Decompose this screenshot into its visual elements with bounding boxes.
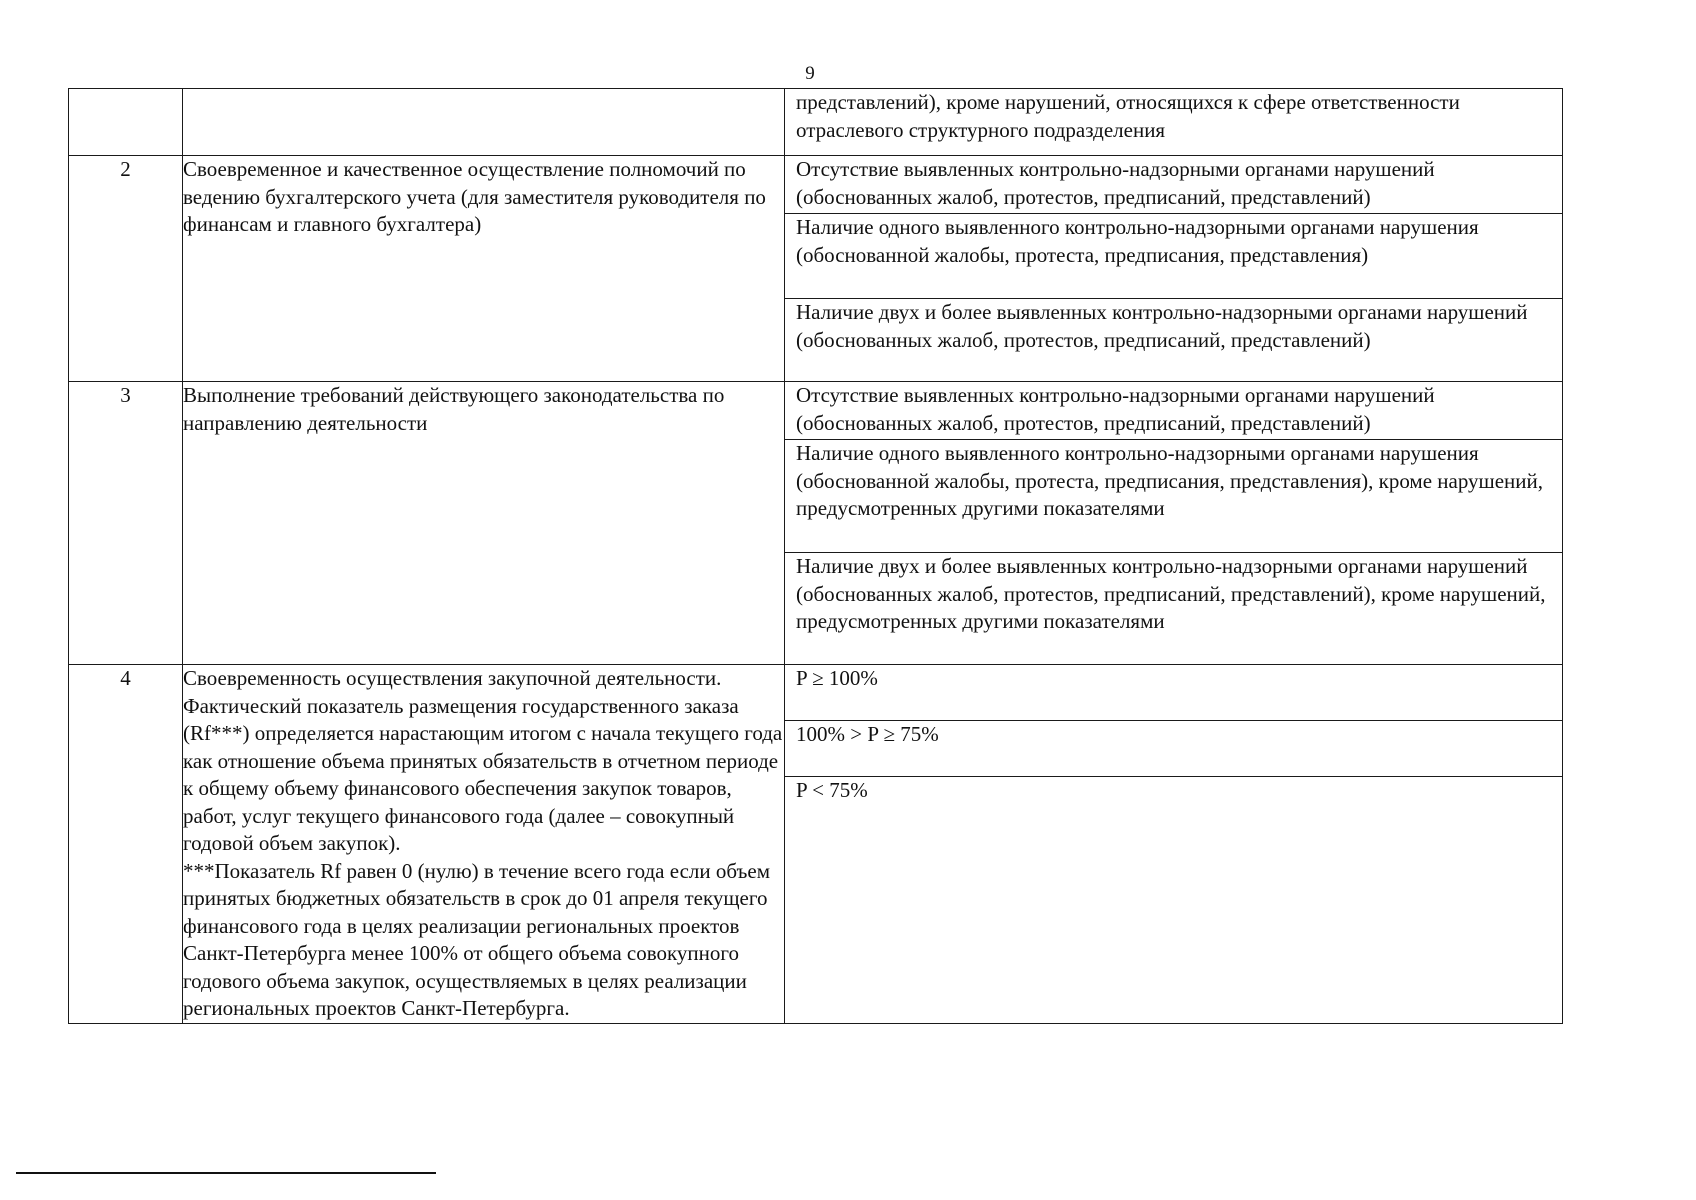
footnote-separator <box>16 1172 436 1174</box>
criteria-table <box>68 88 1563 1024</box>
criterion-cell <box>183 89 785 156</box>
table-row-4 <box>69 665 1563 1024</box>
indicator-item: Наличие одного выявленного контрольно-надзорными органами нарушения (обоснованной жалобы, протеста, предписания, представления) <box>785 213 1562 298</box>
indicator-item: Наличие двух и более выявленных контрольно-надзорными органами нарушений (обоснованных жалоб, протестов, предписаний, представлений) <box>785 298 1562 381</box>
indicator-cell <box>785 382 1563 665</box>
indicator-item: P < 75% <box>785 776 1562 805</box>
indicator-item: P ≥ 100% <box>796 666 878 690</box>
criterion-text: Фактический показатель размещения государственного заказа (Rf***) определяется нарастающим итогом с начала текущего года как отношение объема принятых обязательств в отчетном периоде к общему объему финансового обеспечения закупок товаров, работ, услуг текущего финансового года (далее – совокупный годовой объем закупок). <box>183 693 783 855</box>
indicator-item: Отсутствие выявленных контрольно-надзорными органами нарушений (обоснованных жалоб, протестов, предписаний, представлений) <box>796 383 1435 435</box>
table-row-3 <box>69 382 1563 665</box>
table-row-2 <box>69 156 1563 382</box>
criterion-cell <box>183 156 785 382</box>
row-number: 3 <box>69 382 183 665</box>
criterion-cell <box>183 665 785 1024</box>
row-number <box>69 89 183 156</box>
indicator-item: Отсутствие выявленных контрольно-надзорными органами нарушений (обоснованных жалоб, протестов, предписаний, представлений) <box>796 157 1435 209</box>
indicator-item: 100% > P ≥ 75% <box>785 720 1562 776</box>
table-row-continuation <box>69 89 1563 156</box>
indicator-item: Наличие одного выявленного контрольно-надзорными органами нарушения (обоснованной жалобы, протеста, предписания, представления), кроме нарушений, предусмотренных другими показателями <box>785 439 1562 552</box>
criterion-text: Своевременное и качественное осуществление полномочий по ведению бухгалтерского учета (для заместителя руководителя по финансам и главного бухгалтера) <box>183 157 766 236</box>
criterion-cell <box>183 382 785 665</box>
criterion-text: Выполнение требований действующего законодательства по направлению деятельности <box>183 383 725 435</box>
indicator-item: Наличие двух и более выявленных контрольно-надзорными органами нарушений (обоснованных жалоб, протестов, предписаний, представлений), кроме нарушений, предусмотренных другими показателями <box>785 552 1562 664</box>
indicator-item: представлений), кроме нарушений, относящихся к сфере ответственности отраслевого структурного подразделения <box>796 90 1460 142</box>
criterion-text: Своевременность осуществления закупочной деятельности. <box>183 666 722 690</box>
criterion-text: ***Показатель Rf равен 0 (нулю) в течение всего года если объем принятых бюджетных обязательств в срок до 01 апреля текущего финансового года в целях реализации региональных проектов Санкт-Петербурга менее 100% от общего объема совокупного годового объема закупок, осуществляемых в целях реализации региональных проектов Санкт-Петербурга. <box>183 858 770 1020</box>
indicator-cell <box>785 89 1563 156</box>
row-number: 4 <box>69 665 183 1024</box>
indicator-cell <box>785 665 1563 1024</box>
row-number: 2 <box>69 156 183 382</box>
indicator-cell <box>785 156 1563 382</box>
page-number: 9 <box>805 63 815 84</box>
